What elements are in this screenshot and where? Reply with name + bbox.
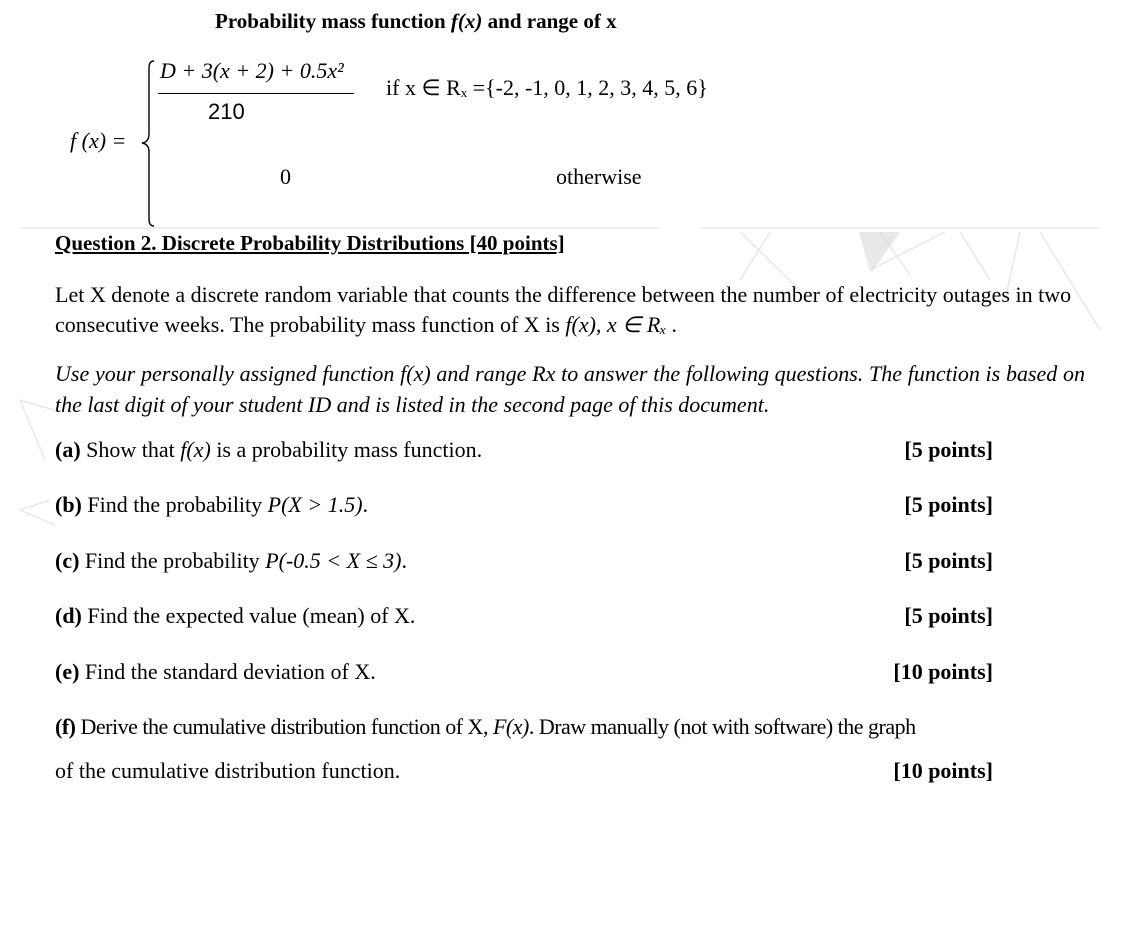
part-c-points: [5 points] [904, 548, 993, 573]
part-b-points: [5 points] [904, 492, 993, 517]
pmf-numerator: D + 3(x + 2) + 0.5x² [160, 58, 344, 83]
question-intro: Let X denote a discrete random variable that counts the difference between the number of electricity outages in two consecutive weeks. The probability mass function of X is f(x), x ∈ Rₓ . [55, 282, 1072, 337]
question-heading: Question 2. Discrete Probability Distributions [40 points] [55, 231, 565, 255]
part-f-points: [10 points] [893, 758, 993, 783]
pmf-zero: 0 [280, 164, 291, 189]
pmf-otherwise: otherwise [556, 164, 642, 189]
part-a: (a) Show that f(x) is a probability mass function. [5 points] [55, 437, 993, 462]
part-e: (e) Find the standard deviation of X. [10 points] [55, 659, 993, 684]
pmf-lhs: f (x) = [70, 128, 127, 153]
piecewise-brace [140, 60, 156, 227]
part-d-points: [5 points] [904, 603, 993, 628]
pmf-condition: if x ∈ Rₓ ={-2, -1, 0, 1, 2, 3, 4, 5, 6} [386, 75, 708, 100]
question-instructions: Use your personally assigned function f(x) and range Rx to answer the following questions. The function is based on the last digit of your student ID and is listed in the second page of this document. [55, 361, 1085, 417]
part-f-line1: (f) Derive the cumulative distribution function of X, F(x). Draw manually (not with software) the graph [55, 714, 916, 739]
part-d: (d) Find the expected value (mean) of X. [5 points] [55, 603, 993, 628]
part-c: (c) Find the probability P(-0.5 < X ≤ 3). [5 points] [55, 548, 993, 573]
part-e-points: [10 points] [893, 659, 993, 684]
pmf-title: Probability mass function f(x) and range of x [215, 9, 617, 33]
fraction-bar [158, 93, 354, 94]
part-f-line2: of the cumulative distribution function. [10 points] [55, 758, 993, 783]
pmf-denominator: 210 [208, 99, 245, 124]
part-b: (b) Find the probability P(X > 1.5). [5 points] [55, 492, 993, 517]
intro-math: f(x), x ∈ Rₓ . [565, 312, 678, 337]
part-a-points: [5 points] [904, 437, 993, 462]
